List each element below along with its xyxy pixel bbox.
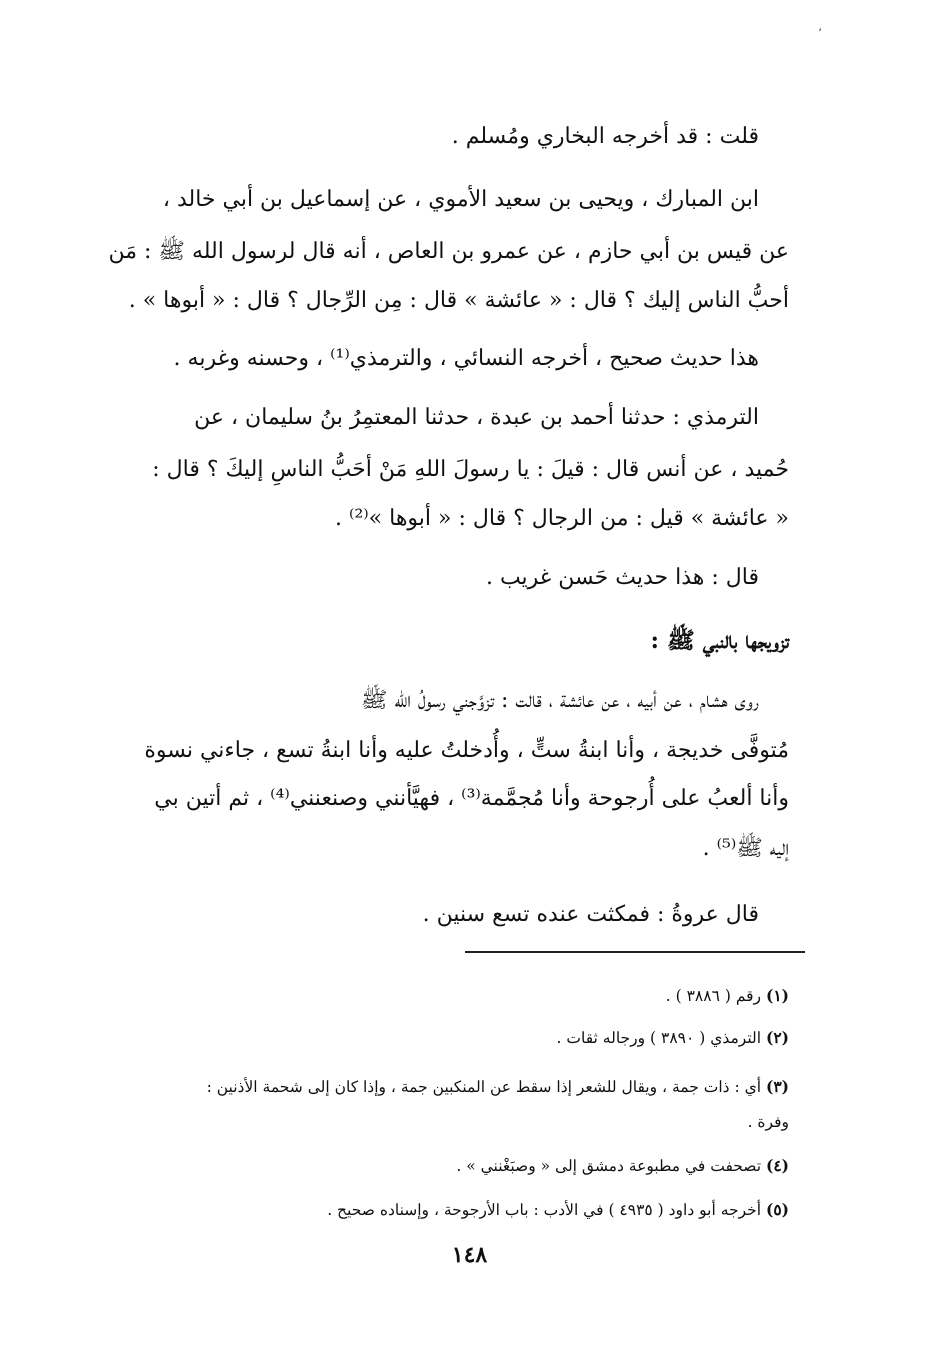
footnote-number: (٤) — [765, 1156, 789, 1175]
text-line-7: حُميد ، عن أنس قال : قيلَ : يا رسولَ اللهِ مَنْ أحَبُّ الناسِ إليكَ ؟ قال : — [152, 457, 789, 482]
footnote-5 — [129, 1198, 789, 1222]
footnote-text: وفرة . — [747, 1113, 789, 1131]
text-line-8: « عائشة » قيل : من الرجال ؟ قال : « أبوها »⁽²⁾ . — [335, 506, 789, 531]
footnote-4 — [129, 1154, 789, 1178]
corner-mark: ، — [818, 20, 822, 34]
footnote-text: تصحفت في مطبوعة دمشق إلى « وصبَغْنني » . — [456, 1157, 762, 1175]
footnote-number: (٣) — [765, 1077, 789, 1096]
text-line-15: قال عروةُ : فمكثت عنده تسع سنين . — [422, 902, 759, 927]
footnote-1 — [129, 984, 789, 1008]
section-heading: تزويجها بالنبي ﷺ : — [650, 627, 789, 654]
footnote-number: (٥) — [765, 1200, 789, 1219]
footnote-3 — [109, 1075, 789, 1099]
text-line-5: هذا حديث صحيح ، أخرجه النسائي ، والترمذي⁽¹⁾ ، وحسنه وغربه . — [173, 346, 759, 371]
text-line-2: ابن المبارك ، ويحيى بن سعيد الأموي ، عن إسماعيل بن أبي خالد ، — [162, 187, 759, 212]
footnote-separator — [465, 951, 805, 953]
footnote-number: (١) — [765, 986, 789, 1005]
text-line-4: أحبُّ الناس إليك ؟ قال : « عائشة » قال : مِن الرِّجال ؟ قال : « أبوها » . — [128, 288, 789, 313]
text-line-1: قلت : قد أخرجه البخاري ومُسلم . — [451, 124, 759, 149]
footnote-2 — [129, 1026, 789, 1050]
text-line-12: مُتوفَّى خديجة ، وأنا ابنةُ ستٍّ ، وأُدخلتُ عليه وأنا ابنةُ تسع ، جاءني نسوة — [144, 738, 789, 763]
footnote-3-continued — [129, 1110, 789, 1134]
footnote-text: أخرجه أبو داود ( ٤٩٣٥ ) في الأدب : باب الأرجوحة ، وإسناده صحيح . — [327, 1201, 762, 1219]
page-number: ١٤٨ — [451, 1242, 488, 1268]
footnote-text: أي : ذات جمة ، ويقال للشعر إذا سقط عن المنكبين جمة ، وإذا كان إلى شحمة الأذنين : — [206, 1078, 762, 1096]
footnote-number: (٢) — [765, 1028, 789, 1047]
text-line-3: عن قيس بن أبي حازم ، عن عمرو بن العاص ، أنه قال لرسول الله ﷺ : مَن — [108, 239, 789, 264]
footnote-text: الترمذي ( ٣٨٩٠ ) ورجاله ثقات . — [556, 1029, 762, 1047]
text-line-9: قال : هذا حديث حَسن غريب . — [485, 565, 759, 590]
text-line-6: الترمذي : حدثنا أحمد بن عبدة ، حدثنا المعتمِرُ بنُ سليمان ، عن — [194, 405, 759, 430]
footnote-text: رقم ( ٣٨٨٦ ) . — [665, 987, 762, 1005]
text-line-14: إليه ﷺ⁽⁵⁾ . — [702, 836, 789, 861]
text-line-13: وأنا ألعبُ على أُرجوحة وأنا مُجمَّمة⁽³⁾ ، فهيَّأنني وصنعنني⁽⁴⁾ ، ثم أتين بي — [154, 786, 789, 811]
text-line-11: روى هشام ، عن أبيه ، عن عائشة ، قالت : تزوَّجني رسولُ الله ﷺ — [360, 688, 759, 713]
